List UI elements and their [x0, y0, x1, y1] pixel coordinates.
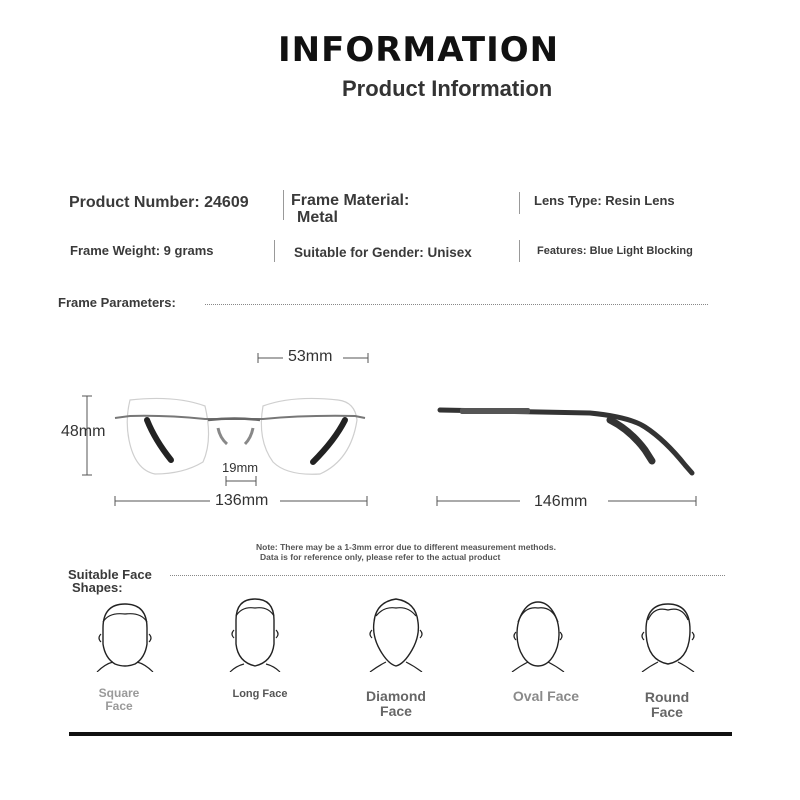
left-lens [127, 398, 208, 474]
spec-frame-material-label: Frame Material: [291, 192, 410, 209]
face-label-round: Round Face [644, 689, 690, 720]
round-face-icon [640, 598, 696, 672]
face-label-long: Long Face [232, 688, 288, 700]
page-title: INFORMATION [278, 30, 560, 70]
note-line-1: Note: There may be a 1-3mm error due to different measurement methods. [256, 542, 556, 552]
spec-divider [519, 240, 520, 262]
note-line-2: Data is for reference only, please refer to the actual product [260, 552, 501, 562]
page-subtitle: Product Information [342, 76, 553, 101]
long-face-icon [228, 596, 282, 672]
right-lens [261, 398, 357, 474]
temple-length-value: 146mm [534, 493, 588, 510]
face-label-square: Square Face [98, 686, 140, 713]
face-label-diamond: Diamond Face [366, 688, 426, 719]
dotted-divider [170, 575, 725, 576]
right-temple-tip [313, 420, 345, 462]
spec-features: Features: Blue Light Blocking [537, 245, 693, 257]
spec-product-number: Product Number: 24609 [69, 194, 249, 211]
lens-height-value: 48mm [61, 423, 106, 440]
spec-divider [283, 190, 284, 220]
spec-gender: Suitable for Gender: Unisex [294, 245, 472, 260]
bottom-divider [69, 732, 732, 736]
square-face-icon [95, 600, 155, 672]
face-shapes-label: Suitable Face [68, 567, 152, 582]
lens-width-value: 53mm [288, 348, 333, 365]
spec-frame-material-value: Metal [297, 209, 338, 226]
frame-width-value: 136mm [215, 492, 269, 509]
diamond-face-icon [366, 596, 426, 672]
left-temple-tip [147, 420, 171, 460]
dotted-divider [205, 304, 708, 305]
face-shapes-label-2: Shapes: [72, 580, 123, 595]
spec-divider [274, 240, 275, 262]
frame-parameters-label: Frame Parameters: [58, 295, 176, 310]
bridge-width-value: 19mm [222, 460, 259, 475]
face-label-oval: Oval Face [512, 688, 580, 704]
spec-lens-type: Lens Type: Resin Lens [534, 193, 675, 208]
oval-face-icon [510, 598, 566, 672]
spec-divider [519, 192, 520, 214]
spec-frame-weight: Frame Weight: 9 grams [70, 243, 214, 258]
